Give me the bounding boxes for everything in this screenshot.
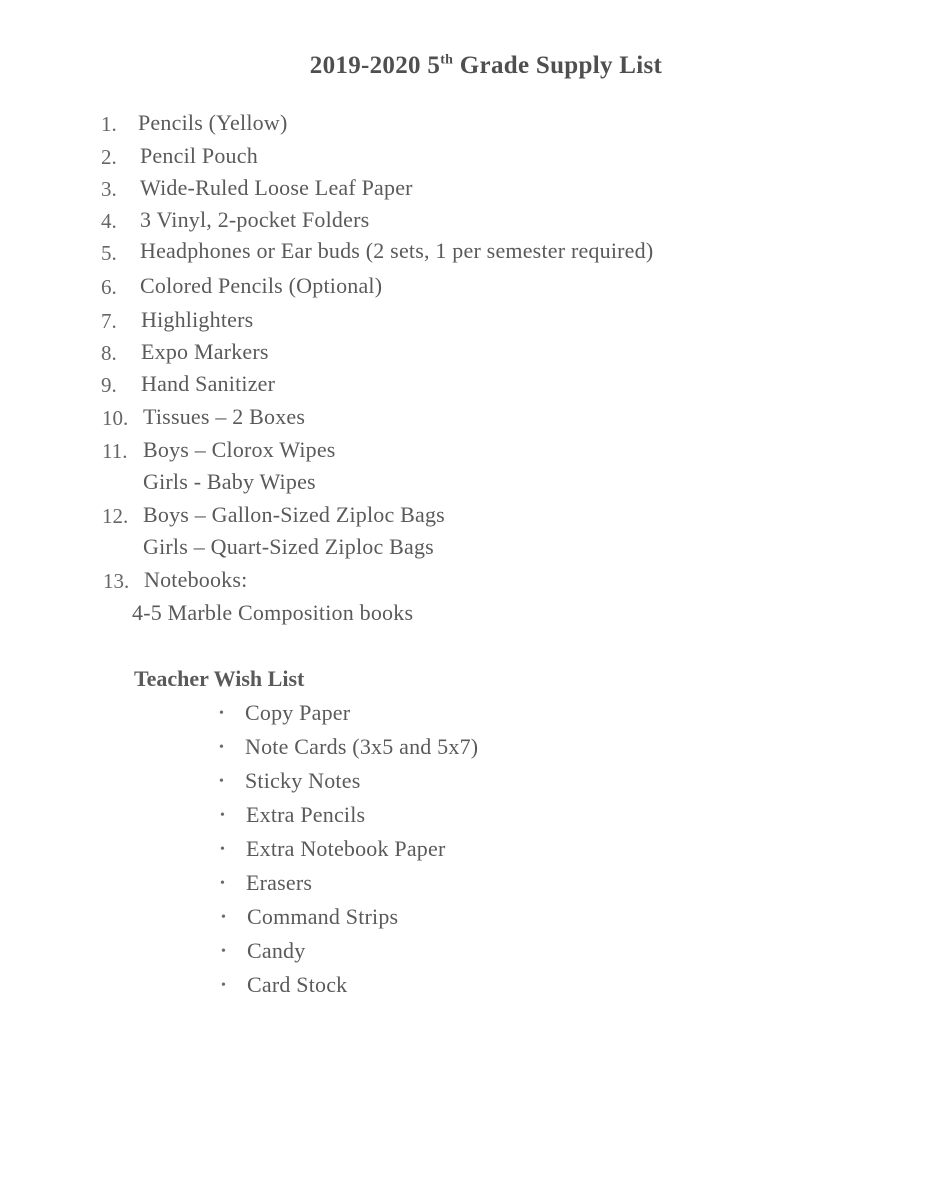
- bullet-icon: •: [220, 842, 225, 857]
- supply-item-sub: Girls - Baby Wipes: [143, 469, 316, 494]
- supply-item: Wide-Ruled Loose Leaf Paper: [140, 175, 413, 200]
- wish-list-item: Note Cards (3x5 and 5x7): [245, 734, 479, 759]
- supply-item: Highlighters: [141, 307, 254, 332]
- supply-item: Headphones or Ear buds (2 sets, 1 per semester required): [140, 238, 654, 263]
- supply-number: 11.: [102, 439, 128, 463]
- wish-list-item: Erasers: [246, 870, 313, 895]
- page-title: [0, 52, 927, 80]
- title-year-grade: 2019-2020 5: [309, 52, 441, 79]
- bullet-icon: •: [219, 706, 224, 721]
- bullet-icon: •: [219, 740, 224, 755]
- supply-number: 12.: [102, 504, 129, 528]
- bullet-icon: •: [220, 876, 225, 891]
- wish-list-item: Card Stock: [247, 972, 348, 997]
- supply-number: 3.: [101, 177, 117, 201]
- wish-list-heading: Teacher Wish List: [134, 666, 305, 691]
- bullet-icon: •: [220, 808, 225, 823]
- supply-item-sub: 4-5 Marble Composition books: [132, 600, 414, 625]
- title-superscript: th: [440, 52, 454, 68]
- supply-item: Colored Pencils (Optional): [140, 273, 383, 298]
- supply-number: 13.: [103, 569, 130, 593]
- bullet-icon: •: [221, 910, 226, 925]
- supply-item: Boys – Gallon-Sized Ziploc Bags: [143, 502, 445, 527]
- wish-list-item: Sticky Notes: [245, 768, 361, 793]
- supply-item: Pencils (Yellow): [138, 110, 288, 135]
- wish-list-item: Command Strips: [247, 904, 399, 929]
- wish-list-item: Candy: [247, 938, 306, 963]
- supply-item: Expo Markers: [141, 339, 269, 364]
- supply-number: 8.: [101, 341, 117, 365]
- supply-item-sub: Girls – Quart-Sized Ziploc Bags: [143, 534, 434, 559]
- bullet-icon: •: [219, 774, 224, 789]
- wish-list-item: Extra Pencils: [246, 802, 366, 827]
- supply-number: 10.: [102, 406, 129, 430]
- supply-item: Hand Sanitizer: [141, 371, 276, 396]
- supply-number: 6.: [101, 275, 117, 299]
- supply-number: 2.: [101, 145, 117, 169]
- supply-number: 4.: [101, 209, 117, 233]
- supply-item: Boys – Clorox Wipes: [143, 437, 336, 462]
- wish-list-item: Extra Notebook Paper: [246, 836, 446, 861]
- bullet-icon: •: [221, 978, 226, 993]
- supply-item: Notebooks:: [144, 567, 248, 592]
- supply-number: 5.: [101, 241, 117, 265]
- wish-list-item: Copy Paper: [245, 700, 351, 725]
- supply-item: 3 Vinyl, 2-pocket Folders: [140, 207, 370, 232]
- supply-number: 1.: [101, 112, 117, 136]
- supply-item: Pencil Pouch: [140, 143, 258, 168]
- title-rest: Grade Supply List: [453, 52, 663, 79]
- supply-item: Tissues – 2 Boxes: [143, 404, 306, 429]
- supply-number: 7.: [101, 309, 117, 333]
- supply-number: 9.: [101, 373, 117, 397]
- bullet-icon: •: [221, 944, 226, 959]
